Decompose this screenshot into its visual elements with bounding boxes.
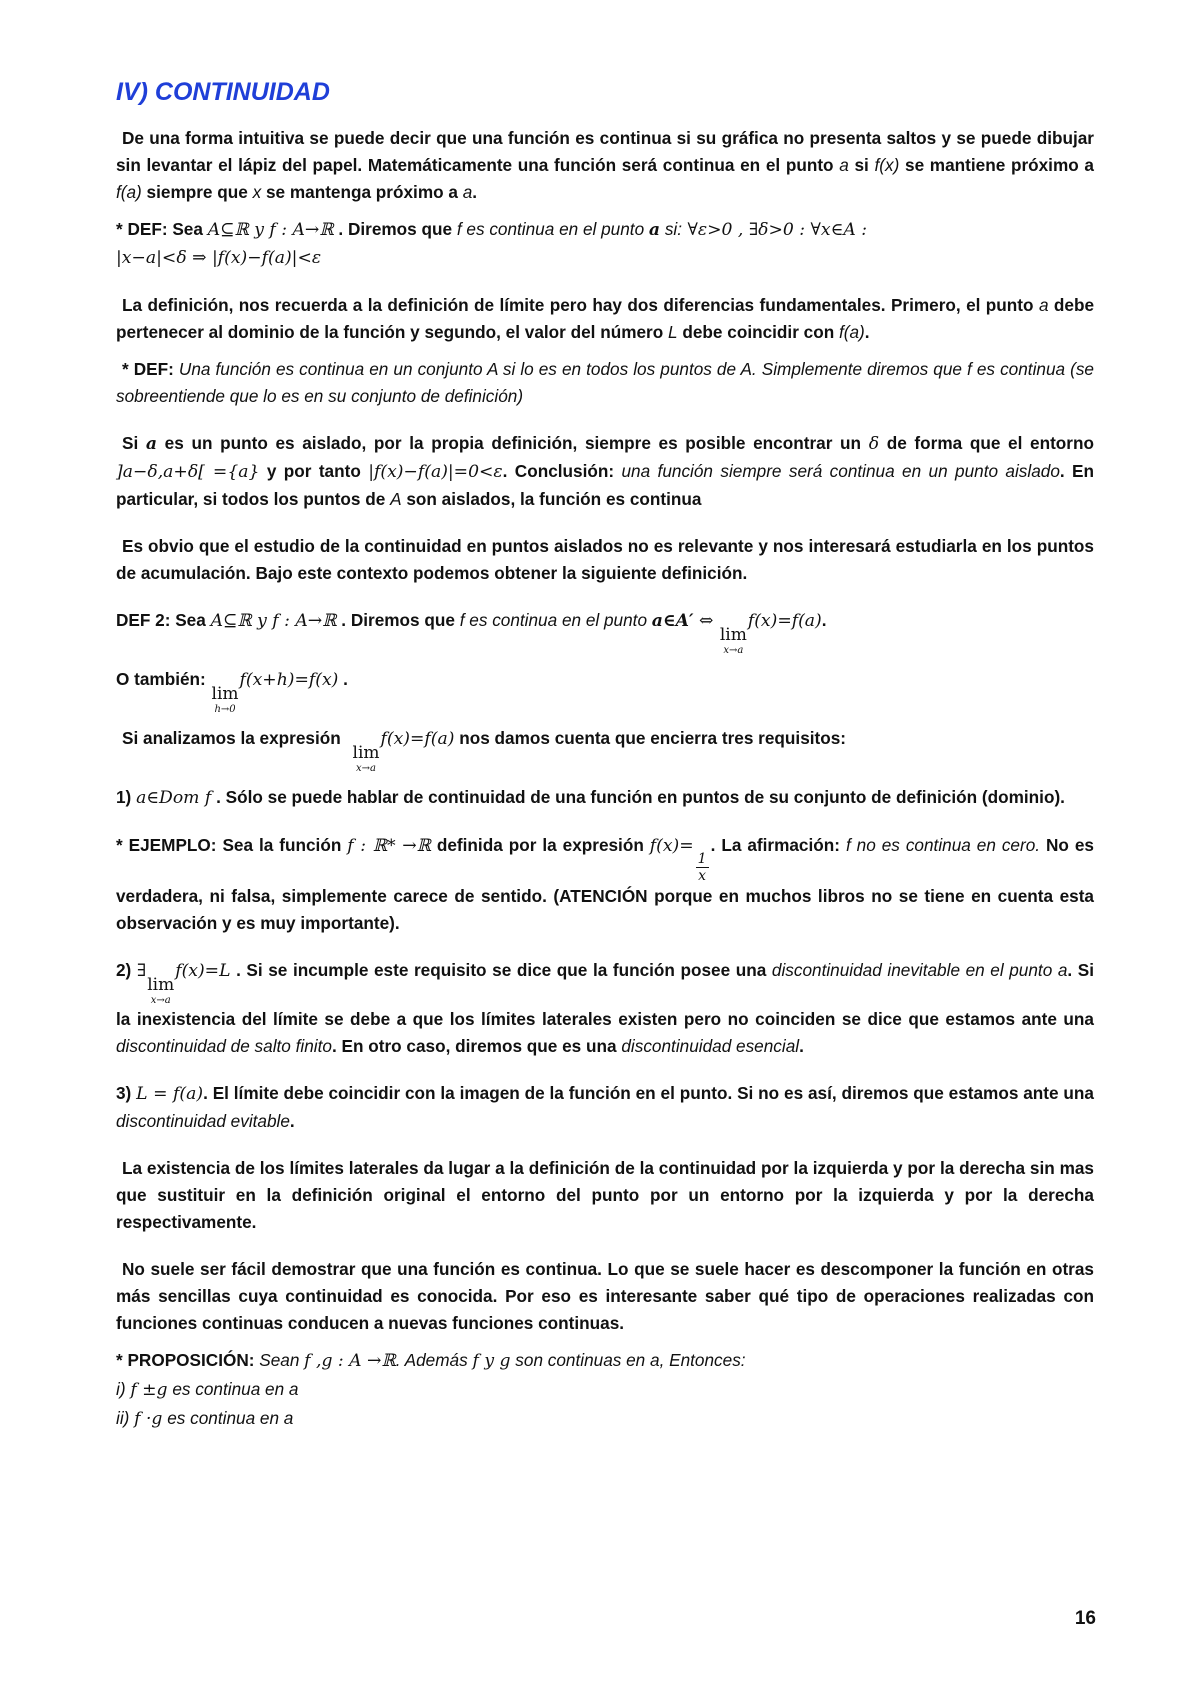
text: O también:: [116, 669, 211, 689]
list-number: 2): [116, 960, 137, 980]
remark-paragraph: [116, 292, 1094, 346]
definition-continuity-point: [116, 216, 1094, 272]
lim-subscript: h→0: [214, 704, 236, 715]
text: . Conclusión:: [502, 461, 622, 481]
italic-text: Sean: [259, 1350, 305, 1370]
italic-text: es continua en a: [162, 1408, 294, 1428]
italic-text: son continuas en a, Entonces:: [510, 1350, 746, 1370]
proposition: [116, 1347, 1094, 1375]
italic-text: discontinuidad de salto finito: [116, 1036, 332, 1056]
text: Si analizamos la expresión: [122, 728, 346, 748]
text: . En particular, si todos los puntos de: [116, 461, 1095, 509]
text: .: [864, 322, 870, 342]
text: . Diremos que: [333, 219, 457, 239]
requirement-2: [116, 957, 1094, 1060]
page-number: 16: [1074, 1608, 1096, 1629]
text: . En otro caso, diremos que es una: [331, 1036, 622, 1056]
math-exists: ∃: [136, 961, 147, 981]
limit-operator: [347, 745, 380, 774]
text: se mantiene próximo a: [899, 155, 1094, 175]
requirement-3: [116, 1080, 1094, 1135]
lim-subscript: x→a: [356, 763, 377, 774]
text: . El límite debe coincidir con la imagen de la función en el punto. Si no es así, diremos que estamos ante una: [203, 1083, 1094, 1103]
text: . Sólo se puede hablar de continuidad de una función en puntos de su conjunto de definición (dominio).: [211, 787, 1065, 807]
text: De una forma intuitiva se puede decir que una función es continua si su gráfica no presenta saltos y se puede dibujar sin levantar el lápiz del papel. Matemáticamente una función será continua en el punto: [116, 128, 1094, 175]
italic-text: es continua en a: [167, 1379, 299, 1399]
math-expression: f ,g : A →ℝ: [304, 1351, 396, 1371]
limit-operator: [212, 686, 239, 715]
text: .: [821, 610, 827, 630]
math-expression: f(x)=: [649, 836, 694, 856]
text: . Si la inexistencia del límite se debe a que los límites laterales existen pero no coinciden se dice que estamos ante una: [116, 960, 1095, 1029]
text: * DEF: Sea: [116, 219, 208, 239]
math-x: x: [252, 182, 262, 202]
limit-operator: [147, 977, 174, 1006]
math-a: a: [1038, 295, 1049, 315]
math-expression: |f(x)−f(a)|=0<ε: [368, 462, 503, 482]
text: .: [289, 1111, 295, 1131]
text: siempre que: [141, 182, 253, 202]
proposition-item-i: [116, 1375, 1094, 1404]
math-delta: δ: [868, 434, 880, 454]
italic-text: f es continua en el punto: [456, 219, 649, 239]
fraction: [696, 852, 709, 883]
text: .: [472, 182, 478, 202]
example-paragraph: [116, 832, 1094, 937]
math-L: L: [668, 322, 678, 342]
lim-subscript: x→a: [150, 995, 171, 1006]
math-fa: f(a): [116, 182, 142, 202]
lim-label: lim: [719, 625, 747, 645]
section-title: IV) CONTINUIDAD: [116, 78, 330, 106]
text: * EJEMPLO: Sea la función: [116, 835, 348, 855]
accumulation-paragraph: Es obvio que el estudio de la continuidad en puntos aislados no es relevante y nos interesará estudiarla en los puntos de acumulación. Bajo este contexto podemos obtener la siguiente definición.: [116, 536, 1094, 583]
text: nos damos cuenta que encierra tres requisitos:: [454, 728, 847, 748]
math-expression: f(x)=L: [175, 961, 231, 981]
math-expression: A⊆ℝ y f : A→ℝ: [210, 611, 337, 631]
text: definida por la expresión: [430, 835, 650, 855]
italic-text: discontinuidad evitable: [116, 1111, 290, 1131]
italic-text: f no es continua en cero.: [845, 835, 1041, 855]
text: * DEF:: [122, 359, 179, 379]
lim-label: lim: [211, 684, 239, 704]
italic-text: . Además: [395, 1350, 473, 1370]
math-a: a∈A′: [651, 611, 694, 631]
math-expression: f ±g: [130, 1380, 168, 1400]
requirement-1: [116, 784, 1094, 812]
math-a: a: [839, 155, 849, 175]
math-expression: f(x)=f(a): [747, 611, 822, 631]
fraction-denominator: x: [698, 868, 707, 884]
text: . Diremos que: [336, 610, 460, 630]
limit-operator: [720, 627, 747, 656]
math-expression: L = f(a): [136, 1084, 204, 1104]
text: No es verdadera, ni falsa, simplemente carece de sentido. (ATENCIÓN porque en muchos libros no se tiene en cuenta esta observación y es muy importante).: [116, 835, 1094, 933]
text: .: [799, 1036, 804, 1056]
text: . Si se incumple este requisito se dice que la función posee una: [230, 960, 772, 980]
text: debe coincidir con: [677, 322, 839, 342]
alternative-definition: [116, 666, 1094, 715]
list-label: ii): [116, 1408, 135, 1428]
math-expression: f y g: [472, 1351, 511, 1371]
composition-paragraph: No suele ser fácil demostrar que una función es continua. Lo que se suele hacer es descomponer la función en otras más sencillas cuya continuidad es conocida. Por eso es interesante saber qué tipo de operaciones realizadas con funciones continuas conducen a nuevas funciones continuas.: [116, 1259, 1094, 1333]
math-fa: f(a): [839, 322, 865, 342]
text: Si: [122, 433, 146, 453]
list-number: 1): [116, 787, 137, 807]
italic-text: una función siempre será continua en un punto aislado: [621, 461, 1060, 481]
math-expression: A⊆ℝ y f : A→ℝ: [207, 220, 334, 240]
text: son aislados, la función es continua: [401, 489, 702, 509]
text: DEF 2: Sea: [116, 610, 211, 630]
math-a: a: [145, 434, 158, 454]
math-iff: ⇔: [693, 611, 719, 631]
definition-continuity-set: [116, 356, 1094, 410]
lateral-limits-paragraph: La existencia de los límites laterales da lugar a la definición de la continuidad por la izquierda y por la derecha sin mas que sustituir en la definición original el entorno del punto por un entorno por la izquierda y por la derecha respectivamente.: [116, 1158, 1094, 1232]
math-a: a: [462, 182, 473, 202]
text: La definición, nos recuerda a la definición de límite pero hay dos diferencias fundamentales. Primero, el punto: [122, 295, 1039, 315]
text: es un punto es aislado, por la propia definición, siempre es posible encontrar un: [157, 433, 869, 453]
text: de forma que el entorno: [879, 433, 1094, 453]
italic-text: f es continua en el punto: [459, 610, 652, 630]
text: .: [338, 669, 348, 689]
list-number: 3): [116, 1083, 137, 1103]
math-expression: f(x+h)=f(x): [239, 670, 339, 690]
text: debe pertenecer al dominio de la función y segundo, el valor del número: [116, 295, 1095, 342]
math-A: A: [390, 489, 402, 509]
text: * PROPOSICIÓN:: [116, 1350, 260, 1370]
isolated-point-paragraph: [116, 430, 1094, 513]
intro-paragraph: [116, 125, 1094, 206]
math-a: a: [648, 220, 661, 240]
definition-2: [116, 607, 1094, 656]
math-expression: ∀ε>0 , ∃δ>0 : ∀x∈A :: [682, 220, 867, 240]
text: se mantenga próximo a: [261, 182, 463, 202]
math-fx: f(x): [874, 155, 900, 175]
math-expression: |x−a|<δ ⇒ |f(x)−f(a)|<ε: [116, 248, 322, 268]
italic-text: Una función es continua en un conjunto A si lo es en todos los puntos de A. Simplemente diremos que f es continua (se sobreentiende que lo es en su conjunto de definición): [116, 359, 1094, 406]
text: si: [848, 155, 875, 175]
document-page: [116, 78, 1094, 1433]
italic-text: si:: [660, 219, 683, 239]
math-expression: f(x)=f(a): [380, 729, 455, 749]
fraction-numerator: 1: [697, 851, 707, 867]
list-label: i): [116, 1379, 131, 1399]
text: y por tanto: [259, 461, 369, 481]
italic-text: discontinuidad esencial: [621, 1036, 800, 1056]
math-expression: ]a−δ,a+δ[ ={a}: [116, 462, 260, 482]
math-expression: f ·g: [134, 1409, 163, 1429]
proposition-item-ii: [116, 1404, 1094, 1433]
italic-text: discontinuidad inevitable en el punto a: [771, 960, 1068, 980]
math-expression: f : ℝ* →ℝ: [347, 836, 431, 856]
lim-label: lim: [352, 743, 380, 763]
analysis-paragraph: [116, 725, 1094, 774]
math-expression: a∈Dom f: [136, 788, 212, 808]
text: . La afirmación:: [710, 835, 846, 855]
lim-label: lim: [147, 975, 175, 995]
lim-subscript: x→a: [723, 645, 744, 656]
